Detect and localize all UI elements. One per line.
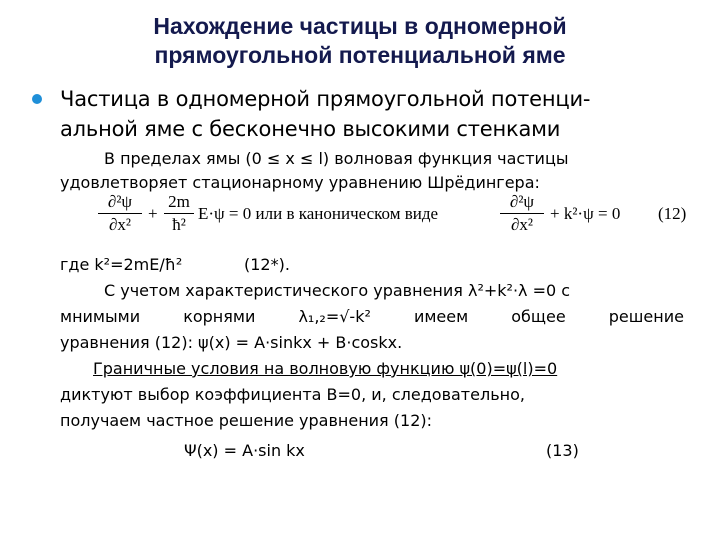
bullet-icon — [32, 94, 42, 104]
eq-mid-text: E·ψ = 0 или в каноническом виде — [198, 204, 439, 223]
eq-frac-mid-num: 2m — [168, 192, 190, 211]
bullet-line-2: альной яме с бесконечно высокими стенками — [60, 117, 561, 141]
eq-tail: + k²·ψ = 0 — [550, 204, 621, 223]
solution-formula: Ψ(x) = A·sin kx — [184, 441, 305, 460]
para2-line-2 — [60, 304, 684, 330]
eq-frac-mid — [164, 192, 194, 235]
eq-frac-right — [500, 192, 544, 235]
para3-line-1: Граничные условия на волновую функцию ψ(0)=ψ(l)=0 — [93, 359, 558, 378]
title-line-1: Нахождение частицы в одномерной — [153, 13, 567, 39]
para3-line-2: диктуют выбор коэффициента B=0, и, следовательно, — [60, 385, 525, 404]
para2-word-5: решение — [608, 307, 684, 326]
slide-title — [0, 12, 720, 70]
para1-line-2: удовлетворяет стационарному уравнению Шрёдингера: — [60, 173, 540, 192]
para2-line-3: уравнения (12): ψ(x) = A·sinkx + B·coskx. — [60, 333, 403, 352]
eq-frac-left — [98, 192, 142, 235]
para2-word-3: имеем — [413, 307, 469, 326]
eq-plus: + — [148, 204, 158, 223]
bullet-line-1: Частица в одномерной прямоугольной потенци- — [60, 87, 591, 111]
title-line-2: прямоугольной потенциальной яме — [154, 42, 566, 68]
eq-frac-right-bar — [500, 213, 544, 214]
eq-frac-right-num: ∂²ψ — [509, 192, 535, 211]
para1-line-1: В пределах ямы (0 ≤ x ≤ l) волновая функция частицы — [104, 149, 569, 168]
eq-frac-mid-den: ħ² — [172, 215, 186, 234]
para2-roots: λ₁,₂=√-k² — [298, 307, 371, 326]
solution-number: (13) — [546, 441, 579, 460]
para2-word-4: общее — [511, 307, 566, 326]
eq-frac-left-num: ∂²ψ — [107, 192, 133, 211]
para2-word-2: корнями — [183, 307, 256, 326]
eq-number: (12) — [658, 204, 687, 223]
para2-line-1: С учетом характеристического уравнения λ²+k²·λ =0 с — [104, 281, 571, 300]
where-text: где k²=2mE/ħ² — [60, 255, 183, 274]
eq-frac-right-den: ∂x² — [511, 215, 533, 234]
where-ref: (12*). — [244, 255, 290, 274]
eq-frac-left-bar — [98, 213, 142, 214]
eq-frac-left-den: ∂x² — [109, 215, 131, 234]
bullet-text — [60, 84, 690, 144]
para2-word-1: мнимыми — [60, 307, 141, 326]
para3-line-3: получаем частное решение уравнения (12): — [60, 411, 432, 430]
eq-frac-mid-bar — [164, 213, 194, 214]
schrodinger-equation — [80, 190, 700, 254]
